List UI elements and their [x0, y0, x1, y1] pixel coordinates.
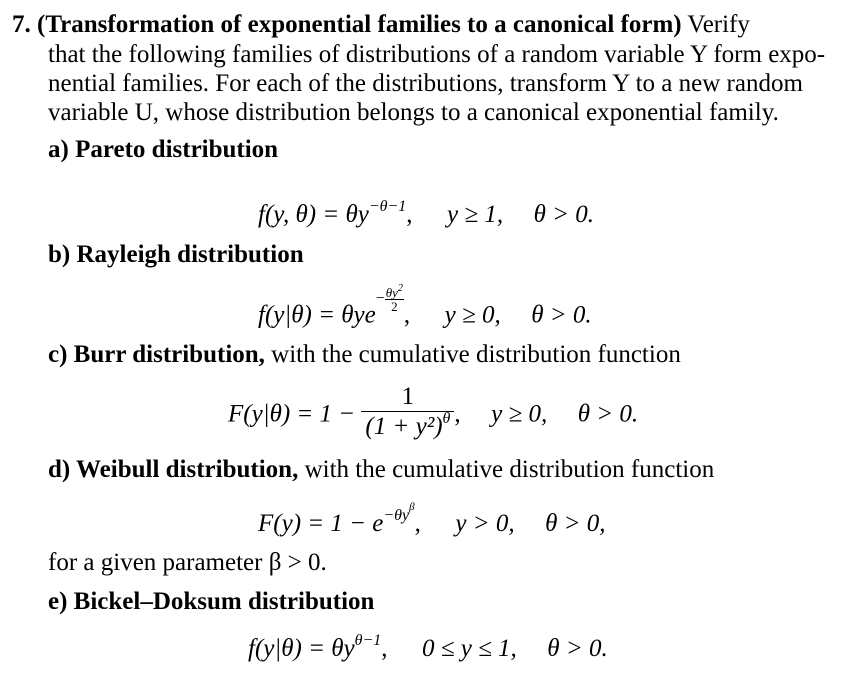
item-c-heading: [48, 340, 681, 370]
item-e-cond1: 0 ≤ y ≤ 1,: [422, 635, 517, 662]
problem-intro-line-2: that the following families of distributions of a random variable Y form expo-: [48, 41, 826, 68]
item-b-tail: ,: [403, 301, 411, 329]
item-c-suffix: with the cumulative distribution function: [271, 341, 681, 368]
problem-intro-start: Verify: [687, 11, 750, 38]
item-b-cond1: y ≥ 0,: [444, 301, 501, 329]
item-e-tail: ,: [381, 635, 388, 662]
item-c-lhs: F(y|θ) = 1 −: [228, 400, 356, 428]
item-c-formula: [228, 385, 638, 444]
item-d-heading: [48, 455, 714, 485]
item-c-cond1: y ≥ 0,: [491, 400, 548, 428]
item-b-exp-num-text: θy: [385, 285, 398, 300]
item-a-cond1: y ≥ 1,: [447, 201, 504, 228]
problem-header-line: [12, 10, 750, 40]
item-a-exponent: −θ−1: [368, 197, 407, 215]
item-d-lhs: F(y) = 1 − e: [258, 510, 384, 537]
item-d-exponent: [383, 501, 415, 524]
item-d-note: for a given parameter β > 0.: [48, 549, 327, 576]
item-b-exp-num-sup: 2: [397, 282, 403, 294]
item-d-label: d) Weibull distribution,: [48, 456, 299, 483]
item-d-cond2: θ > 0,: [545, 510, 606, 537]
problem-number: 7.: [12, 11, 31, 38]
problem-title: (Transformation of exponential families to a canonical form): [37, 11, 682, 38]
item-d-suffix: with the cumulative distribution function: [304, 456, 715, 483]
item-b-exp-num: [385, 282, 404, 300]
item-c-den-sup: θ: [442, 409, 451, 427]
item-b-lhs: f(y|θ) = θye: [258, 301, 376, 329]
item-b-heading: b) Rayleigh distribution: [48, 241, 304, 268]
item-a-cond2: θ > 0.: [533, 201, 595, 228]
item-e-cond2: θ > 0.: [547, 635, 608, 662]
item-d-cond1: y > 0,: [455, 510, 515, 537]
item-b-exponent: [375, 282, 404, 314]
item-e-formula: [248, 631, 608, 664]
item-d-formula: [258, 501, 606, 539]
item-c-cond2: θ > 0.: [577, 400, 639, 428]
item-c-fraction: [361, 383, 454, 442]
item-a-tail: ,: [406, 201, 413, 228]
item-a-heading: a) Pareto distribution: [48, 136, 279, 163]
item-b-cond2: θ > 0.: [531, 301, 592, 329]
item-e-exponent: θ−1: [354, 631, 382, 649]
item-c-tail: ,: [454, 400, 461, 428]
item-d-exp-sup: β: [409, 501, 415, 514]
item-b-formula: [258, 282, 592, 331]
item-d-tail: ,: [414, 510, 421, 537]
item-a-lhs: f(y, θ) = θy: [258, 201, 369, 228]
item-a-formula: [258, 197, 595, 230]
item-b-exp-sign: −: [375, 290, 385, 308]
item-c-label: c) Burr distribution,: [48, 341, 265, 368]
item-d-exp-text: −θy: [383, 506, 410, 524]
item-e-lhs: f(y|θ) = θy: [248, 635, 355, 662]
problem-intro-line-3: nential families. For each of the distributions, transform Y to a new random: [48, 70, 803, 97]
item-b-exp-den: 2: [391, 299, 398, 314]
item-c-denominator: [361, 411, 454, 442]
problem-intro-line-4: variable U, whose distribution belongs to a canonical exponential family.: [48, 99, 779, 126]
item-b-exp-frac: [385, 282, 404, 314]
item-c-den-text: (1 + y²): [365, 413, 443, 440]
item-c-numerator: 1: [401, 383, 415, 410]
item-e-heading: e) Bickel–Doksum distribution: [48, 588, 375, 615]
